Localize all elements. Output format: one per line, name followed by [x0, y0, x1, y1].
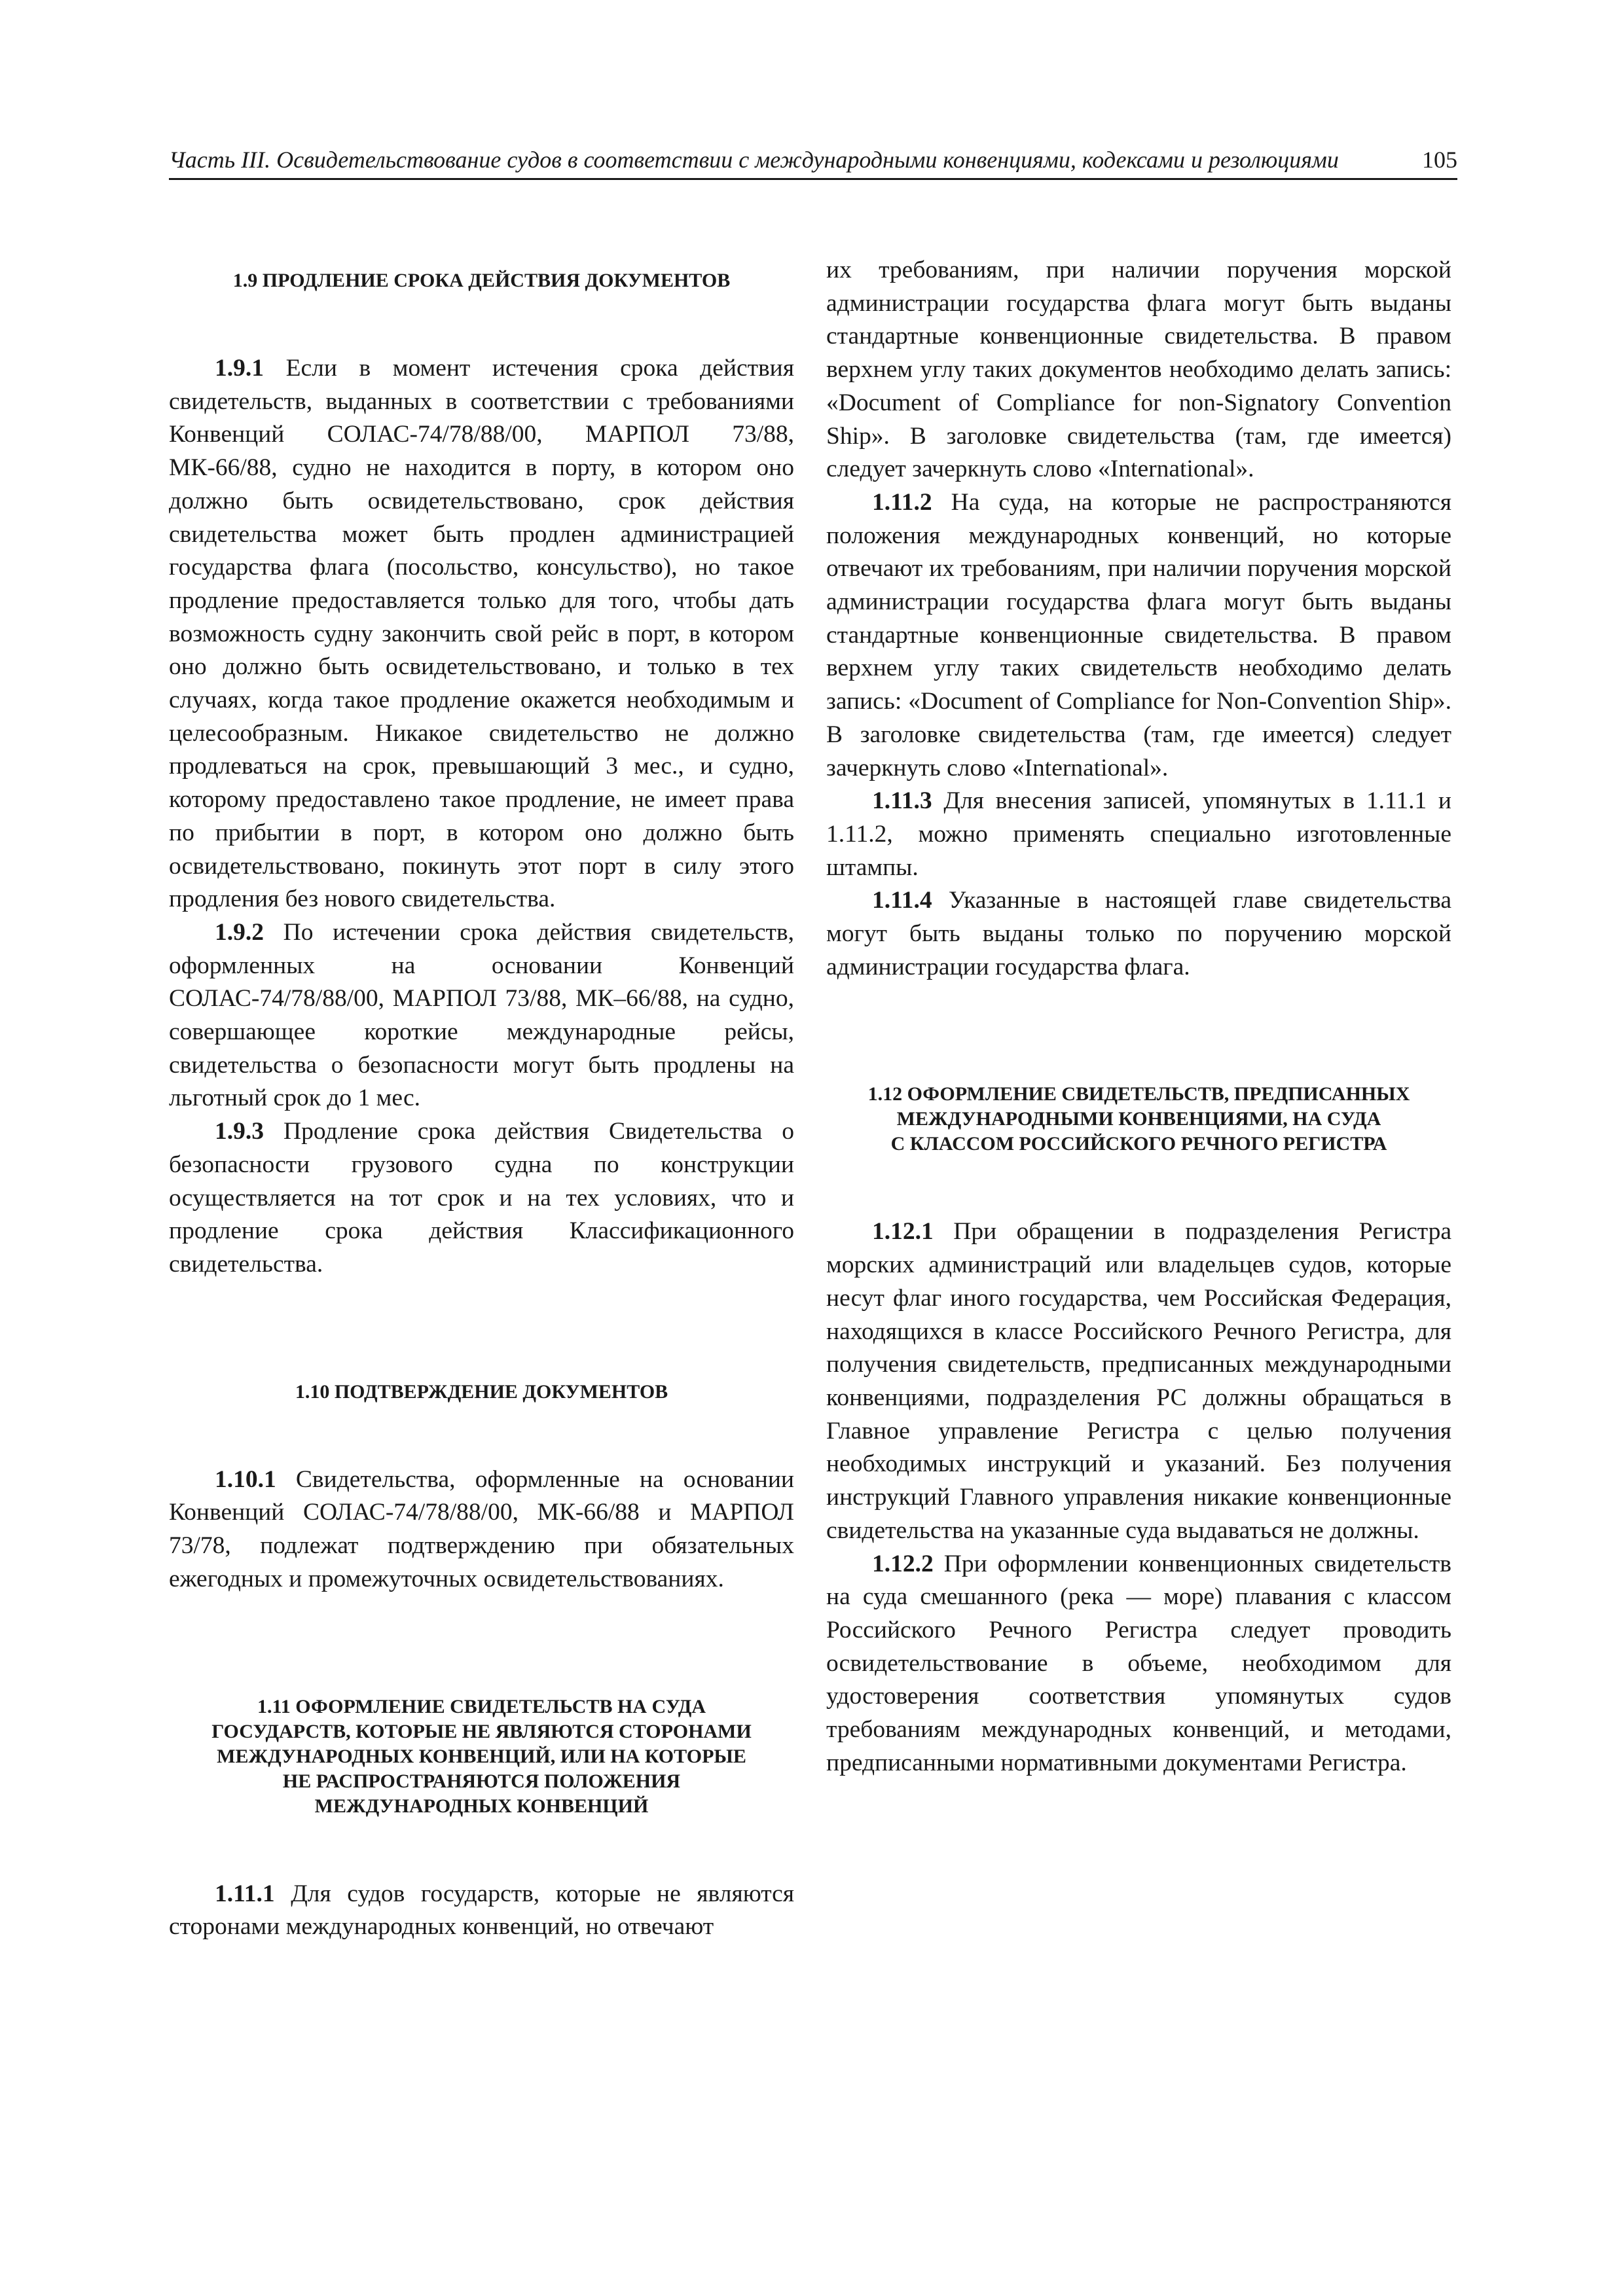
paragraph-1-9-1: [169, 352, 794, 916]
left-column: [169, 254, 794, 1944]
paragraph-1-9-2: [169, 916, 794, 1115]
clause-number: 1.12.1: [872, 1218, 934, 1246]
clause-number: 1.11.4: [872, 887, 932, 914]
clause-number: 1.11.2: [872, 488, 932, 516]
section-title-1-11: [169, 1695, 794, 1819]
clause-text: По истечении срока действия свидетельств, оформленных на основании Конвенций СОЛАС-74/78/88/00, МАРПОЛ 73/88, МК–66/88, на судно, совершающее короткие международные рейсы, свидетельства о безопасности могут быть продлены на льготный срок до 1 мес.: [169, 918, 794, 1112]
clause-number: 1.11.1: [215, 1880, 275, 1907]
paragraph-1-9-3: [169, 1115, 794, 1282]
clause-number: 1.10.1: [215, 1465, 276, 1493]
clause-number: 1.9.3: [215, 1118, 264, 1145]
title-line: ГОСУДАРСТВ, КОТОРЫЕ НЕ ЯВЛЯЮТСЯ СТОРОНАМИ: [211, 1720, 752, 1742]
clause-text: На суда, на которые не распространяются положения международных конвенций, но которые отвечают их требованиям, при наличии поручения морской администрации государства флага могут быть выданы стандартные конвенционные свидетельства. В правом верхнем углу таких свидетельств необходимо делать запись: «Document of Compliance for Non-Convention Ship». В заголовке свидетельства (там, где имеется) следует зачеркнуть слово «International».: [826, 488, 1451, 781]
clause-number: 1.12.2: [872, 1550, 934, 1577]
paragraph-1-12-2: [826, 1548, 1451, 1780]
clause-text: Для судов государств, которые не являются сторонами международных конвенций, но отвечают: [169, 1880, 794, 1941]
clause-text: Если в момент истечения срока действия свидетельств, выданных в соответствии с требованиями Конвенций СОЛАС-74/78/88/00, МАРПОЛ 73/88, МК-66/88, судно не находится в порту, в котором оно должно быть освидетельствовано, срок действия свидетельства может быть продлен администрацией государства флага (посольство, консульство), но такое продление предоставляется только для того, чтобы дать возможность судну закончить свой рейс в порт, в котором оно должно быть освидетельствовано, и только в тех случаях, когда такое продление окажется необходимым и целесообразным. Никакое свидетельство не должно продлеваться на срок, превышающий 3 мес., и судно, которому предоставлено такое продление, не имеет права по прибытии в порт, в котором оно должно быть освидетельствовано, покинуть этот порт в силу этого продления без нового свидетельства.: [169, 355, 794, 913]
paragraph-1-11-3: [826, 785, 1451, 884]
running-header: [169, 145, 1457, 174]
clause-number: 1.11.3: [872, 787, 932, 815]
title-line: НЕ РАСПРОСТРАНЯЮТСЯ ПОЛОЖЕНИЯ: [282, 1770, 681, 1792]
section-title-1-9: 1.9 ПРОДЛЕНИЕ СРОКА ДЕЙСТВИЯ ДОКУМЕНТОВ: [232, 270, 731, 291]
clause-text: Указанные в настоящей главе свидетельства могут быть выданы только по поручению морской администрации государства флага.: [826, 887, 1451, 980]
title-line: МЕЖДУНАРОДНЫМИ КОНВЕНЦИЯМИ, НА СУДА: [896, 1108, 1381, 1130]
paragraph-1-11-4: [826, 884, 1451, 984]
section-title-1-12: [826, 1082, 1451, 1157]
header-rule: [169, 178, 1457, 180]
clause-text: Продление срока действия Свидетельства о безопасности грузового судна по конструкции осуществляется на тот срок и на тех условиях, что и продление срока действия Классификационного свидетельства.: [169, 1118, 794, 1278]
paragraph-1-10-1: [169, 1463, 794, 1596]
clause-text: Свидетельства, оформленные на основании Конвенций СОЛАС-74/78/88/00, МК-66/88 и МАРПОЛ 73/78, подлежат подтверждению при обязательных ежегодных и промежуточных освидетельствованиях.: [169, 1465, 794, 1592]
paragraph-1-11-1-continued: их требованиям, при наличии поручения морской администрации государства флага могут быть выданы стандартные конвенционные свидетельства. В правом верхнем углу таких документов необходимо делать запись: «Document of Compliance for non-Signatory Convention Ship». В заголовке свидетельства (там, где имеется) следует зачеркнуть слово «International».: [826, 257, 1451, 483]
title-line: 1.11 ОФОРМЛЕНИЕ СВИДЕТЕЛЬСТВ НА СУДА: [257, 1695, 706, 1717]
clause-text: При оформлении конвенционных свидетельств на суда смешанного (река — море) плавания с классом Российского Речного Регистра следует проводить освидетельствование в объеме, необходимом для удостоверения соответствия упомянутых судов требованиям международных конвенций, и методами, предписанными нормативными документами Регистра.: [826, 1550, 1451, 1776]
paragraph-1-11-2: [826, 486, 1451, 785]
paragraph-1-12-1: [826, 1215, 1451, 1547]
title-line: МЕЖДУНАРОДНЫХ КОНВЕНЦИЙ: [314, 1795, 649, 1817]
title-line: 1.12 ОФОРМЛЕНИЕ СВИДЕТЕЛЬСТВ, ПРЕДПИСАННЫХ: [867, 1083, 1410, 1105]
title-line: С КЛАССОМ РОССИЙСКОГО РЕЧНОГО РЕГИСТРА: [890, 1133, 1387, 1155]
title-line: МЕЖДУНАРОДНЫХ КОНВЕНЦИЙ, ИЛИ НА КОТОРЫЕ: [217, 1745, 746, 1767]
clause-number: 1.9.1: [215, 355, 264, 382]
clause-number: 1.9.2: [215, 918, 264, 946]
section-title-1-10: 1.10 ПОДТВЕРЖДЕНИЕ ДОКУМЕНТОВ: [295, 1380, 668, 1403]
right-column: [826, 254, 1451, 1780]
clause-text: Для внесения записей, упомянутых в 1.11.1 и 1.11.2, можно применять специально изготовленные штампы.: [826, 787, 1451, 881]
page-number: 105: [1422, 147, 1457, 173]
paragraph-1-11-1: [169, 1878, 794, 1944]
clause-text: При обращении в подразделения Регистра морских администраций или владельцев судов, которые несут флаг иного государства, чем Российская Федерация, находящихся в классе Российского Речного Регистра, для получения свидетельств, предписанных международными конвенциями, подразделения РС должны обращаться в Главное управление Регистра с целью получения необходимых инструкций и указаний. Без получения инструкций Главного управления никакие конвенционные свидетельства на указанные суда выдаваться не должны.: [826, 1218, 1451, 1544]
running-title: Часть III. Освидетельствование судов в соответствии с международными конвенциями, кодексами и резолюциями: [169, 147, 1339, 173]
